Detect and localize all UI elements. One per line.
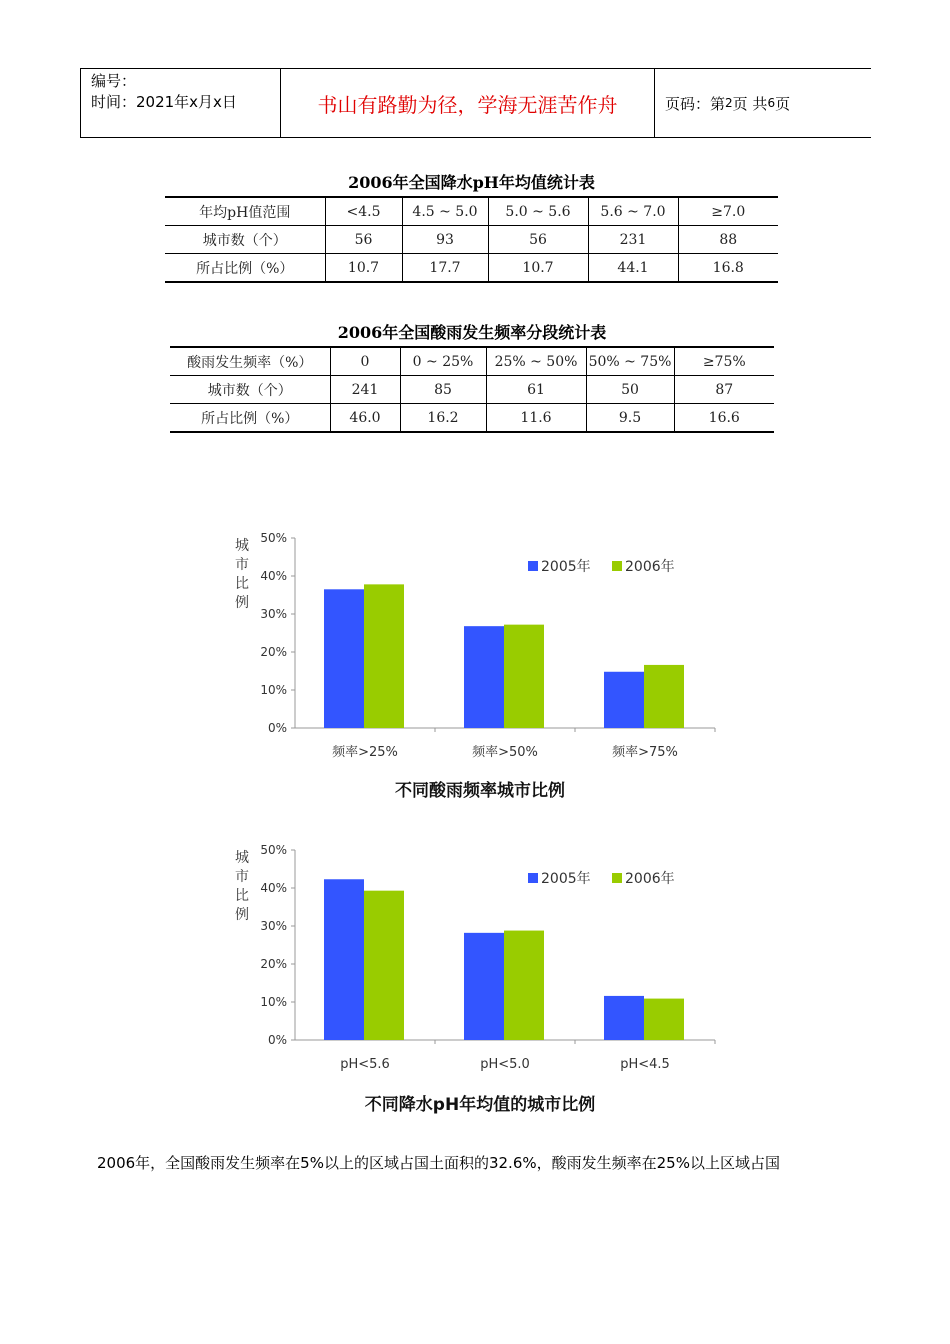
table-cell: 11.6 bbox=[486, 404, 586, 433]
bar bbox=[364, 891, 404, 1040]
table-cell: 25% ~ 50% bbox=[486, 347, 586, 376]
page-suffix: 页 bbox=[775, 94, 791, 113]
row-header-cell: 所占比例（%） bbox=[165, 254, 325, 283]
page-current: 2 bbox=[725, 96, 733, 110]
legend-swatch bbox=[528, 561, 538, 571]
y-tick-label: 30% bbox=[260, 919, 287, 933]
bar bbox=[604, 996, 644, 1040]
y-axis-label-char: 比 bbox=[235, 888, 249, 904]
page-prefix: 页码：第 bbox=[665, 94, 726, 113]
table-cell: 93 bbox=[402, 226, 488, 254]
table-cell: 231 bbox=[588, 226, 678, 254]
table-cell: 0 ~ 25% bbox=[400, 347, 486, 376]
table-row bbox=[165, 226, 778, 254]
table-cell: 44.1 bbox=[588, 254, 678, 283]
table-row bbox=[170, 376, 774, 404]
y-tick-label: 0% bbox=[267, 1033, 287, 1047]
bar bbox=[464, 933, 504, 1040]
x-tick-label: pH<5.6 bbox=[340, 1057, 390, 1072]
table-cell: 10.7 bbox=[488, 254, 588, 283]
table-cell: 0 bbox=[330, 347, 400, 376]
serial-label: 编号： bbox=[91, 72, 137, 90]
y-axis-label-char: 城 bbox=[235, 850, 249, 866]
table-cell: 56 bbox=[488, 226, 588, 254]
table-cell: 88 bbox=[678, 226, 778, 254]
chart-ph-average bbox=[220, 832, 740, 1112]
legend-swatch bbox=[612, 561, 622, 571]
row-header-cell: 城市数（个） bbox=[165, 226, 325, 254]
row-header-cell: 酸雨发生频率（%） bbox=[170, 347, 330, 376]
y-axis-label-char: 市 bbox=[235, 557, 249, 573]
y-tick-label: 0% bbox=[267, 721, 287, 735]
bar bbox=[364, 584, 404, 728]
table-cell: 4.5 ~ 5.0 bbox=[402, 197, 488, 226]
x-tick-label: 频率>75% bbox=[612, 745, 678, 760]
table-row bbox=[165, 197, 778, 226]
bar bbox=[464, 626, 504, 728]
y-tick-label: 50% bbox=[260, 843, 287, 857]
x-tick-label: pH<4.5 bbox=[620, 1057, 670, 1072]
table-cell: 16.6 bbox=[674, 404, 774, 433]
chart-acid-rain-frequency-svg bbox=[220, 520, 740, 770]
table-cell: 16.8 bbox=[678, 254, 778, 283]
bar bbox=[504, 625, 544, 728]
table-cell: 85 bbox=[400, 376, 486, 404]
bar bbox=[644, 665, 684, 728]
bar bbox=[604, 672, 644, 728]
y-axis-label-char: 市 bbox=[235, 869, 249, 885]
table-cell: 87 bbox=[674, 376, 774, 404]
acid-rain-frequency-table bbox=[170, 346, 774, 433]
table-row bbox=[165, 254, 778, 283]
table-cell: 16.2 bbox=[400, 404, 486, 433]
page-indicator bbox=[655, 69, 871, 137]
y-tick-label: 10% bbox=[260, 683, 287, 697]
row-header-cell: 所占比例（%） bbox=[170, 404, 330, 433]
table-cell: 50% ~ 75% bbox=[586, 347, 674, 376]
y-tick-label: 40% bbox=[260, 881, 287, 895]
legend-swatch bbox=[528, 873, 538, 883]
table-cell: <4.5 bbox=[325, 197, 402, 226]
bar bbox=[644, 999, 684, 1040]
body-paragraph: 2006年，全国酸雨发生频率在5%以上的区域占国土面积的32.6%，酸雨发生频率在25%以上区域占国 bbox=[97, 1154, 780, 1172]
table1-title: 2006年全国降水pH年均值统计表 bbox=[348, 173, 595, 192]
page-total: 6 bbox=[767, 96, 776, 110]
y-axis-label-char: 例 bbox=[235, 595, 249, 611]
row-header-cell: 年均pH值范围 bbox=[165, 197, 325, 226]
table-cell: 46.0 bbox=[330, 404, 400, 433]
legend-label: 2005年 bbox=[541, 559, 591, 575]
chart1-caption: 不同酸雨频率城市比例 bbox=[395, 781, 565, 801]
table-cell: ≥75% bbox=[674, 347, 774, 376]
ph-stat-table bbox=[165, 196, 778, 283]
legend-label: 2006年 bbox=[625, 559, 675, 575]
table2-title: 2006年全国酸雨发生频率分段统计表 bbox=[337, 323, 607, 342]
chart-acid-rain-frequency bbox=[220, 520, 740, 800]
date-label: 时间：2021年x月x日 bbox=[91, 93, 237, 111]
bar bbox=[324, 589, 364, 728]
table-cell: 61 bbox=[486, 376, 586, 404]
legend-label: 2005年 bbox=[541, 871, 591, 887]
legend-label: 2006年 bbox=[625, 871, 675, 887]
table-cell: 241 bbox=[330, 376, 400, 404]
chart2-caption: 不同降水pH年均值的城市比例 bbox=[364, 1095, 596, 1115]
header-meta bbox=[81, 69, 281, 137]
table-cell: 56 bbox=[325, 226, 402, 254]
table-cell: 9.5 bbox=[586, 404, 674, 433]
table-cell: ≥7.0 bbox=[678, 197, 778, 226]
y-axis-label-char: 例 bbox=[235, 907, 249, 923]
y-tick-label: 10% bbox=[260, 995, 287, 1009]
motto: 书山有路勤为径，学海无涯苦作舟 bbox=[281, 69, 655, 137]
legend-swatch bbox=[612, 873, 622, 883]
table-cell: 10.7 bbox=[325, 254, 402, 283]
table-cell: 17.7 bbox=[402, 254, 488, 283]
x-tick-label: pH<5.0 bbox=[480, 1057, 530, 1072]
y-tick-label: 20% bbox=[260, 645, 287, 659]
x-tick-label: 频率>25% bbox=[332, 745, 398, 760]
y-axis-label-char: 城 bbox=[235, 538, 249, 554]
row-header-cell: 城市数（个） bbox=[170, 376, 330, 404]
document-header bbox=[80, 68, 871, 138]
bar bbox=[324, 879, 364, 1040]
page-middle: 页 共 bbox=[732, 94, 768, 113]
chart-ph-average-svg bbox=[220, 832, 740, 1082]
y-tick-label: 30% bbox=[260, 607, 287, 621]
table-row bbox=[170, 347, 774, 376]
bar bbox=[504, 931, 544, 1040]
table-cell: 5.6 ~ 7.0 bbox=[588, 197, 678, 226]
y-tick-label: 50% bbox=[260, 531, 287, 545]
y-tick-label: 20% bbox=[260, 957, 287, 971]
x-tick-label: 频率>50% bbox=[472, 745, 538, 760]
table-row bbox=[170, 404, 774, 433]
y-axis-label-char: 比 bbox=[235, 576, 249, 592]
table-cell: 50 bbox=[586, 376, 674, 404]
table-cell: 5.0 ~ 5.6 bbox=[488, 197, 588, 226]
y-tick-label: 40% bbox=[260, 569, 287, 583]
